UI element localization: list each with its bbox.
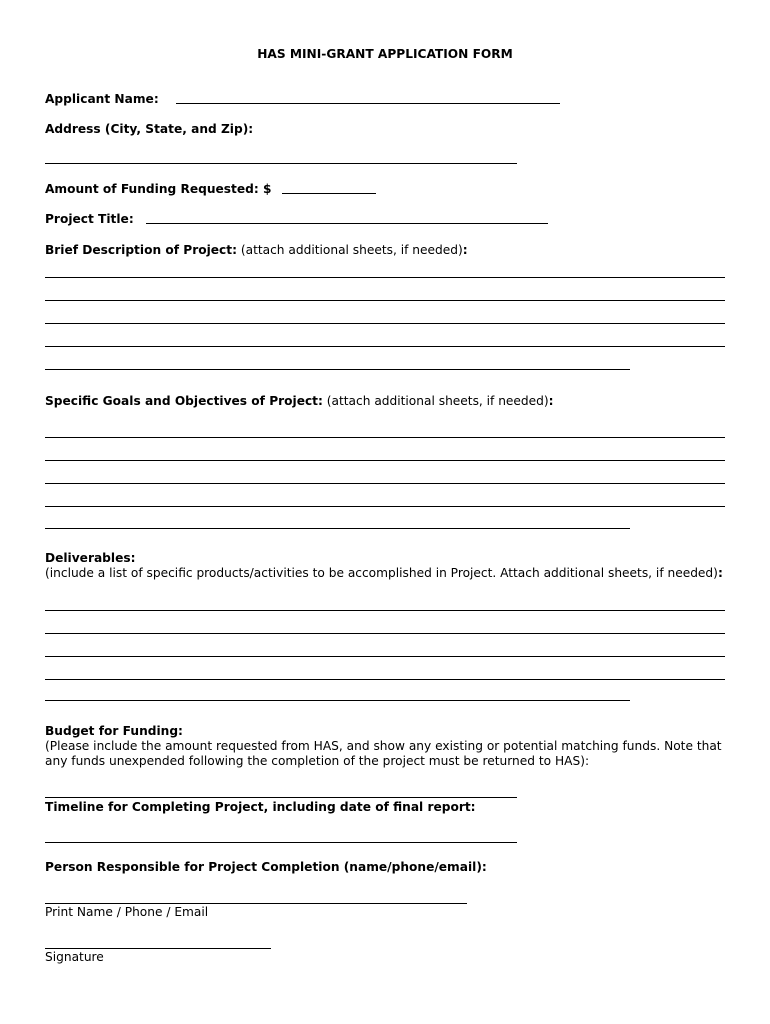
timeline-field[interactable]	[45, 842, 517, 843]
description-line[interactable]	[45, 346, 725, 347]
funding-amount-field[interactable]	[282, 193, 376, 194]
description-line[interactable]	[45, 323, 725, 324]
deliverables-line[interactable]	[45, 610, 725, 611]
goals-note: (attach additional sheets, if needed)	[326, 394, 549, 408]
print-name-field[interactable]	[45, 903, 467, 904]
description-line[interactable]	[45, 369, 630, 370]
description-note: (attach additional sheets, if needed)	[240, 243, 463, 257]
description-line[interactable]	[45, 277, 725, 278]
deliverables-note: (include a list of specific products/activities to be accomplished in Project. Attach additional sheets, if needed)	[45, 566, 718, 580]
budget-label: Budget for Funding:	[45, 724, 183, 738]
goals-line[interactable]	[45, 483, 725, 484]
project-title-field[interactable]	[146, 223, 548, 224]
funding-label: Amount of Funding Requested: $	[45, 182, 272, 196]
goals-line[interactable]	[45, 528, 630, 529]
description-colon: :	[462, 243, 468, 257]
description-heading	[45, 243, 468, 258]
description-line[interactable]	[45, 300, 725, 301]
description-label: Brief Description of Project:	[45, 243, 237, 257]
goals-line[interactable]	[45, 437, 725, 438]
deliverables-colon: :	[717, 566, 723, 580]
deliverables-note-block	[45, 566, 735, 581]
applicant-name-label: Applicant Name:	[45, 92, 159, 106]
page-title: HAS MINI-GRANT APPLICATION FORM	[257, 47, 513, 61]
deliverables-line[interactable]	[45, 679, 725, 680]
deliverables-line[interactable]	[45, 700, 630, 701]
goals-colon: :	[548, 394, 554, 408]
applicant-name-field[interactable]	[176, 103, 560, 104]
address-field[interactable]	[45, 163, 517, 164]
person-responsible-label: Person Responsible for Project Completion (name/phone/email):	[45, 860, 487, 874]
deliverables-label: Deliverables:	[45, 551, 136, 565]
budget-note: (Please include the amount requested from HAS, and show any existing or potential matching funds. Note that any funds unexpended following the completion of the project must be returned to HAS):	[45, 739, 722, 768]
signature-label: Signature	[45, 950, 104, 964]
signature-field[interactable]	[45, 948, 271, 949]
budget-field[interactable]	[45, 797, 517, 798]
deliverables-line[interactable]	[45, 656, 725, 657]
goals-heading	[45, 394, 554, 409]
goals-line[interactable]	[45, 506, 725, 507]
goals-line[interactable]	[45, 460, 725, 461]
deliverables-line[interactable]	[45, 633, 725, 634]
goals-label: Specific Goals and Objectives of Project:	[45, 394, 323, 408]
address-label: Address (City, State, and Zip):	[45, 122, 254, 136]
project-title-label: Project Title:	[45, 212, 134, 226]
print-name-label: Print Name / Phone / Email	[45, 905, 209, 919]
timeline-label: Timeline for Completing Project, including date of final report:	[45, 800, 476, 814]
